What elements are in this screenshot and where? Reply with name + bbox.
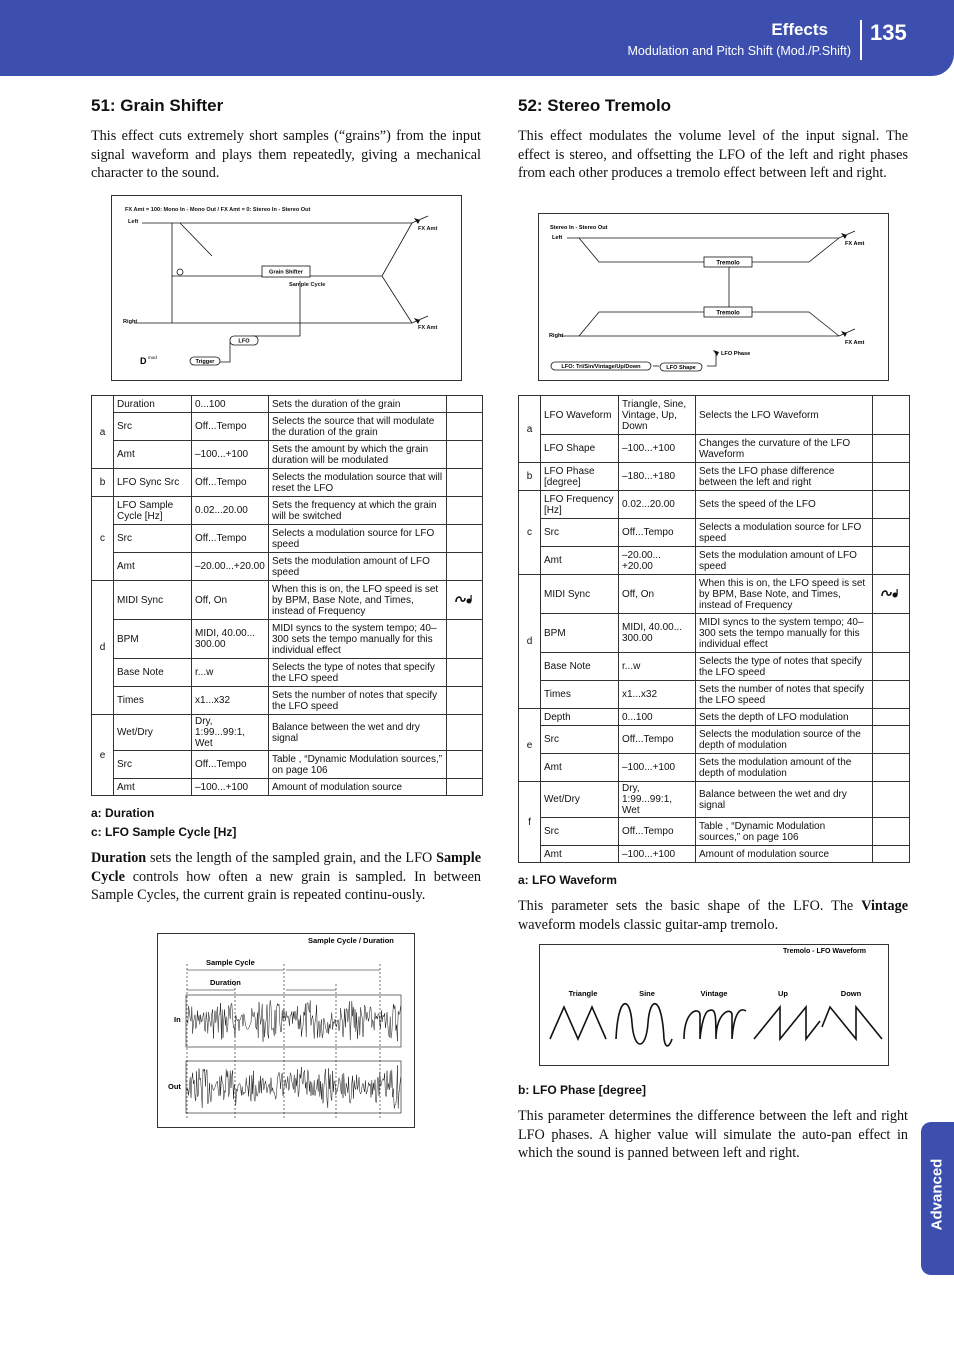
param-desc: Sets the speed of the LFO bbox=[696, 491, 873, 519]
param-range: –180...+180 bbox=[619, 463, 696, 491]
lfo-label-sine: Sine bbox=[639, 989, 655, 998]
param-icon-cell bbox=[873, 846, 910, 863]
param-icon-cell bbox=[447, 469, 483, 497]
param-name: Amt bbox=[114, 441, 192, 469]
grain-diag-sample-cycle: Sample Cycle bbox=[289, 282, 326, 288]
param-name: Src bbox=[114, 525, 192, 553]
param-row bbox=[92, 659, 483, 687]
param-range: r...w bbox=[192, 659, 269, 687]
param-row bbox=[92, 441, 483, 469]
param-icon-cell bbox=[873, 519, 910, 547]
term-vintage: Vintage bbox=[861, 898, 908, 914]
param-row bbox=[92, 620, 483, 659]
tremolo-phase-body: This parameter determines the difference between the left and right LFO phases. A higher value will simulate the auto-pan effect in which the sound is panned between left and right. bbox=[518, 1108, 908, 1161]
param-range: Triangle, Sine, Vintage, Up, Down bbox=[619, 396, 696, 435]
grain-diag-lfo: LFO bbox=[238, 338, 250, 345]
param-name: Wet/Dry bbox=[541, 782, 619, 818]
param-row bbox=[519, 653, 910, 681]
param-icon-cell bbox=[447, 525, 483, 553]
param-icon-cell bbox=[873, 614, 910, 653]
tremolo-sub-waveform: a: LFO Waveform bbox=[518, 873, 617, 887]
param-range: x1...x32 bbox=[192, 687, 269, 715]
header-subtitle: Modulation and Pitch Shift (Mod./P.Shift) bbox=[627, 44, 851, 58]
param-desc: Selects a modulation source for LFO speed bbox=[269, 525, 447, 553]
param-name: Src bbox=[541, 818, 619, 846]
param-range: –100...+100 bbox=[192, 441, 269, 469]
triangle-wave bbox=[550, 1007, 606, 1039]
param-range: 0.02...20.00 bbox=[192, 497, 269, 525]
term-duration: Duration bbox=[91, 850, 147, 866]
param-range: Off, On bbox=[192, 581, 269, 620]
param-desc: Selects the type of notes that specify the LFO speed bbox=[269, 659, 447, 687]
grain-waveform-figure bbox=[157, 933, 415, 1128]
param-group-letter: b bbox=[519, 463, 541, 491]
param-desc: Table , “Dynamic Modulation sources,” on page 106 bbox=[269, 751, 447, 779]
param-desc: Selects the modulation source of the depth of modulation bbox=[696, 726, 873, 754]
param-name: LFO Shape bbox=[541, 435, 619, 463]
param-icon-cell bbox=[873, 547, 910, 575]
param-group-letter: f bbox=[519, 782, 541, 863]
param-icon-cell bbox=[447, 497, 483, 525]
param-group-letter: a bbox=[519, 396, 541, 463]
param-desc: Sets the number of notes that specify the LFO speed bbox=[696, 681, 873, 709]
lfo-label-triangle: Triangle bbox=[568, 989, 598, 998]
param-name: BPM bbox=[541, 614, 619, 653]
param-group-letter: c bbox=[92, 497, 114, 581]
param-range: Off...Tempo bbox=[619, 818, 696, 846]
grain-body-text1: sets the length of the sampled grain, and the LFO bbox=[146, 850, 437, 866]
param-desc: Amount of modulation source bbox=[269, 779, 447, 796]
param-name: Amt bbox=[114, 779, 192, 796]
param-row bbox=[519, 681, 910, 709]
lfo-label-up: Up bbox=[778, 989, 788, 998]
trem-diag-fx1: FX Amt bbox=[845, 241, 865, 247]
lfo-label-down: Down bbox=[840, 989, 862, 998]
param-desc: Balance between the wet and dry signal bbox=[269, 715, 447, 751]
param-icon-cell bbox=[873, 435, 910, 463]
param-name: Depth bbox=[541, 709, 619, 726]
tremolo-parameter-table bbox=[518, 395, 910, 863]
param-row bbox=[519, 614, 910, 653]
param-name: Amt bbox=[541, 547, 619, 575]
param-desc: Selects the LFO Waveform bbox=[696, 396, 873, 435]
param-name: Src bbox=[114, 751, 192, 779]
param-row bbox=[92, 396, 483, 413]
param-row bbox=[92, 469, 483, 497]
param-icon-cell bbox=[447, 779, 483, 796]
side-tab-label: Advanced bbox=[928, 1158, 946, 1231]
param-name: LFO Phase [degree] bbox=[541, 463, 619, 491]
param-row bbox=[92, 553, 483, 581]
param-desc: Changes the curvature of the LFO Waveform bbox=[696, 435, 873, 463]
param-name: LFO Sync Src bbox=[114, 469, 192, 497]
trem-diag-lfo-phase: LFO Phase bbox=[721, 351, 751, 357]
param-name: Wet/Dry bbox=[114, 715, 192, 751]
param-desc: Selects the source that will modulate the duration of the grain bbox=[269, 413, 447, 441]
midi-sync-icon bbox=[880, 587, 902, 599]
param-icon-cell bbox=[873, 491, 910, 519]
param-row bbox=[92, 525, 483, 553]
grain-diag-fx2: FX Amt bbox=[418, 325, 438, 331]
trem-body-a1: This parameter sets the basic shape of the LFO. The bbox=[518, 898, 862, 914]
param-icon-cell bbox=[447, 715, 483, 751]
param-name: Times bbox=[541, 681, 619, 709]
param-row bbox=[92, 497, 483, 525]
grain-diag-top: FX Amt = 100: Mono In - Mono Out / FX Amt = 0: Stereo In - Stereo Out bbox=[125, 207, 311, 213]
param-name: MIDI Sync bbox=[541, 575, 619, 614]
lfo-label-vintage: Vintage bbox=[700, 989, 728, 998]
param-row bbox=[519, 519, 910, 547]
param-range: –100...+100 bbox=[619, 435, 696, 463]
param-icon-cell bbox=[873, 681, 910, 709]
param-range: Off...Tempo bbox=[192, 413, 269, 441]
param-icon-cell bbox=[873, 396, 910, 435]
param-icon-cell bbox=[447, 751, 483, 779]
param-range: r...w bbox=[619, 653, 696, 681]
param-desc: Selects the modulation source that will reset the LFO bbox=[269, 469, 447, 497]
param-row bbox=[92, 413, 483, 441]
param-desc: Balance between the wet and dry signal bbox=[696, 782, 873, 818]
param-row bbox=[92, 779, 483, 796]
param-range: Dry, 1:99...99:1, Wet bbox=[192, 715, 269, 751]
grain-duration-body bbox=[91, 849, 481, 905]
trem-diag-box2: Tremolo bbox=[716, 310, 740, 317]
tremolo-heading: 52: Stereo Tremolo bbox=[518, 96, 672, 115]
param-icon-cell bbox=[873, 575, 910, 614]
grain-diag-dmod: D bbox=[140, 356, 147, 366]
grain-sub-sample-cycle: c: LFO Sample Cycle [Hz] bbox=[91, 825, 237, 839]
param-group-letter: c bbox=[519, 491, 541, 575]
tremolo-intro: This effect modulates the volume level of the input signal. The effect is stereo, and offsetting the LFO of the left and right phases from each other produces a tremolo effect between left and right. bbox=[518, 128, 908, 181]
wave-title: Sample Cycle / Duration bbox=[308, 936, 394, 945]
tremolo-sub-phase: b: LFO Phase [degree] bbox=[518, 1083, 647, 1097]
param-row bbox=[519, 754, 910, 782]
param-name: LFO Sample Cycle [Hz] bbox=[114, 497, 192, 525]
param-group-letter: e bbox=[519, 709, 541, 782]
param-name: Duration bbox=[114, 396, 192, 413]
trem-diag-fx2: FX Amt bbox=[845, 340, 865, 346]
param-desc: MIDI syncs to the system tempo; 40–300 sets the tempo manually for this individual effect bbox=[696, 614, 873, 653]
vintage-wave bbox=[684, 1010, 746, 1039]
param-range: 0...100 bbox=[619, 709, 696, 726]
param-desc: Sets the duration of the grain bbox=[269, 396, 447, 413]
param-icon-cell bbox=[873, 709, 910, 726]
param-range: Off, On bbox=[619, 575, 696, 614]
param-range: MIDI, 40.00... 300.00 bbox=[192, 620, 269, 659]
param-row bbox=[519, 726, 910, 754]
grain-parameter-table bbox=[91, 395, 483, 796]
param-row bbox=[92, 687, 483, 715]
param-range: Dry, 1:99...99:1, Wet bbox=[619, 782, 696, 818]
grain-diag-right: Right bbox=[123, 319, 138, 325]
param-desc: MIDI syncs to the system tempo; 40–300 sets the tempo manually for this individual effect bbox=[269, 620, 447, 659]
param-row bbox=[519, 491, 910, 519]
param-name: Amt bbox=[541, 754, 619, 782]
param-desc: Sets the amount by which the grain duration will be modulated bbox=[269, 441, 447, 469]
tremolo-block-diagram bbox=[538, 213, 889, 381]
param-row bbox=[519, 782, 910, 818]
param-icon-cell bbox=[447, 659, 483, 687]
header-title: Effects bbox=[771, 20, 828, 39]
lfo-waveform-figure bbox=[539, 944, 889, 1066]
param-icon-cell bbox=[873, 754, 910, 782]
param-icon-cell bbox=[447, 553, 483, 581]
param-range: Off...Tempo bbox=[192, 751, 269, 779]
param-name: LFO Frequency [Hz] bbox=[541, 491, 619, 519]
param-icon-cell bbox=[873, 726, 910, 754]
trem-diag-lfo-sel: LFO: Tri/Sin/Vintage/Up/Down bbox=[561, 364, 641, 370]
midi-sync-icon bbox=[454, 593, 476, 605]
grain-body-text2: controls how often a new grain is sampled. In between Sample Cycles, the current grain is repeated continu-ously. bbox=[91, 868, 481, 903]
param-group-letter: a bbox=[92, 396, 114, 469]
param-desc: Selects a modulation source for LFO speed bbox=[696, 519, 873, 547]
param-range: 0.02...20.00 bbox=[619, 491, 696, 519]
grain-diag-box: Grain Shifter bbox=[269, 269, 303, 276]
param-desc: Table , “Dynamic Modulation sources,” on page 106 bbox=[696, 818, 873, 846]
param-row bbox=[519, 547, 910, 575]
param-range: –100...+100 bbox=[619, 754, 696, 782]
page-number: 135 bbox=[870, 20, 907, 45]
param-range: Off...Tempo bbox=[619, 519, 696, 547]
param-row bbox=[519, 463, 910, 491]
grain-intro: This effect cuts extremely short samples (“grains”) from the input signal waveform and plays them repeatedly, giving a mechanical character to the sound. bbox=[91, 128, 481, 181]
page-header bbox=[0, 0, 954, 76]
param-range: –100...+100 bbox=[192, 779, 269, 796]
param-desc: Sets the modulation amount of LFO speed bbox=[696, 547, 873, 575]
param-icon-cell bbox=[447, 581, 483, 620]
param-desc: Sets the number of notes that specify the LFO speed bbox=[269, 687, 447, 715]
param-desc: When this is on, the LFO speed is set by BPM, Base Note, and Times, instead of Frequency bbox=[269, 581, 447, 620]
param-desc: Sets the LFO phase difference between the left and right bbox=[696, 463, 873, 491]
param-range: Off...Tempo bbox=[192, 469, 269, 497]
trem-body-a2: waveform models classic guitar-amp tremolo. bbox=[518, 916, 779, 933]
param-group-letter: d bbox=[519, 575, 541, 709]
param-row bbox=[92, 581, 483, 620]
wave-in: In bbox=[174, 1015, 181, 1024]
param-name: LFO Waveform bbox=[541, 396, 619, 435]
param-range: MIDI, 40.00... 300.00 bbox=[619, 614, 696, 653]
param-range: –20.00...+20.00 bbox=[192, 553, 269, 581]
param-name: Base Note bbox=[114, 659, 192, 687]
header-divider bbox=[860, 20, 862, 60]
param-row bbox=[519, 818, 910, 846]
trem-diag-right: Right bbox=[549, 333, 564, 339]
param-row bbox=[519, 846, 910, 863]
param-icon-cell bbox=[447, 396, 483, 413]
param-icon-cell bbox=[873, 463, 910, 491]
grain-diag-left: Left bbox=[128, 219, 139, 225]
grain-diag-dmod-sup: mod bbox=[148, 355, 157, 360]
param-row bbox=[519, 396, 910, 435]
param-group-letter: d bbox=[92, 581, 114, 715]
param-group-letter: b bbox=[92, 469, 114, 497]
param-desc: Sets the depth of LFO modulation bbox=[696, 709, 873, 726]
param-range: Off...Tempo bbox=[619, 726, 696, 754]
down-wave bbox=[822, 1007, 882, 1039]
param-range: –20.00... +20.00 bbox=[619, 547, 696, 575]
param-range: x1...x32 bbox=[619, 681, 696, 709]
param-name: Amt bbox=[114, 553, 192, 581]
param-row bbox=[519, 709, 910, 726]
param-name: Src bbox=[541, 726, 619, 754]
param-range: 0...100 bbox=[192, 396, 269, 413]
param-range: –100...+100 bbox=[619, 846, 696, 863]
param-icon-cell bbox=[873, 653, 910, 681]
trem-diag-left: Left bbox=[552, 235, 563, 241]
param-icon-cell bbox=[447, 620, 483, 659]
param-desc: Sets the frequency at which the grain will be switched bbox=[269, 497, 447, 525]
grain-block-diagram bbox=[111, 195, 462, 381]
wave-out: Out bbox=[168, 1082, 181, 1091]
param-icon-cell bbox=[447, 687, 483, 715]
param-desc: When this is on, the LFO speed is set by BPM, Base Note, and Times, instead of Frequency bbox=[696, 575, 873, 614]
wave-sample-cycle: Sample Cycle bbox=[206, 958, 255, 967]
param-icon-cell bbox=[873, 818, 910, 846]
param-name: MIDI Sync bbox=[114, 581, 192, 620]
param-name: Src bbox=[541, 519, 619, 547]
tremolo-waveform-body bbox=[518, 897, 908, 934]
wave-duration: Duration bbox=[210, 978, 241, 987]
grain-sub-duration: a: Duration bbox=[91, 806, 155, 820]
lfo-fig-title: Tremolo - LFO Waveform bbox=[783, 948, 866, 955]
param-group-letter: e bbox=[92, 715, 114, 796]
param-desc: Amount of modulation source bbox=[696, 846, 873, 863]
param-icon-cell bbox=[447, 441, 483, 469]
grain-diag-trigger: Trigger bbox=[195, 359, 215, 365]
param-row bbox=[92, 715, 483, 751]
term-sample-cycle: Sample Cycle bbox=[91, 850, 481, 885]
sine-wave bbox=[616, 1004, 672, 1046]
param-row bbox=[519, 575, 910, 614]
param-name: Src bbox=[114, 413, 192, 441]
param-name: Amt bbox=[541, 846, 619, 863]
param-icon-cell bbox=[447, 413, 483, 441]
trem-diag-lfo-shape: LFO Shape bbox=[666, 365, 696, 371]
grain-diag-fx1: FX Amt bbox=[418, 226, 438, 232]
param-name: BPM bbox=[114, 620, 192, 659]
param-name: Times bbox=[114, 687, 192, 715]
param-icon-cell bbox=[873, 782, 910, 818]
param-range: Off...Tempo bbox=[192, 525, 269, 553]
grain-heading: 51: Grain Shifter bbox=[91, 96, 224, 115]
param-desc: Sets the modulation amount of the depth of modulation bbox=[696, 754, 873, 782]
param-row bbox=[519, 435, 910, 463]
trem-diag-top: Stereo In - Stereo Out bbox=[550, 225, 608, 231]
param-row bbox=[92, 751, 483, 779]
advanced-side-tab[interactable] bbox=[921, 1122, 954, 1275]
param-name: Base Note bbox=[541, 653, 619, 681]
param-desc: Selects the type of notes that specify the LFO speed bbox=[696, 653, 873, 681]
up-wave bbox=[754, 1007, 820, 1039]
param-desc: Sets the modulation amount of LFO speed bbox=[269, 553, 447, 581]
trem-diag-box1: Tremolo bbox=[716, 260, 740, 267]
